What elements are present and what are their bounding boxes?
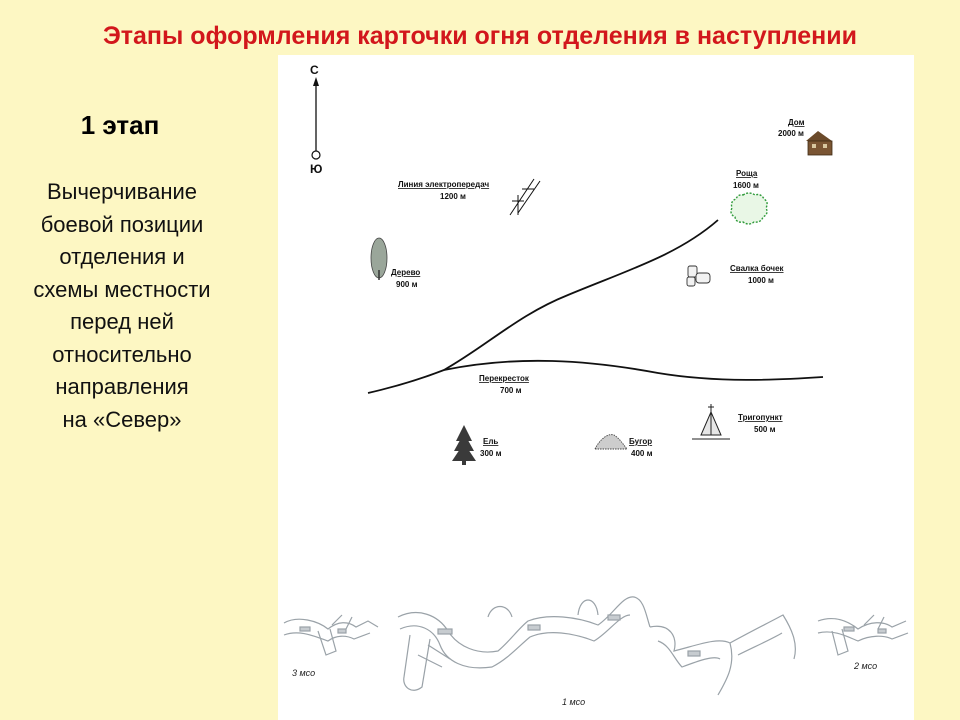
- landmark-distance: 300 м: [480, 449, 502, 458]
- landmark-crossroads: [479, 374, 530, 395]
- landmark-name: Перекресток: [479, 374, 529, 383]
- landmark-name: Дом: [788, 118, 805, 127]
- positions-left: [284, 615, 378, 655]
- landmark-trig-point: [692, 404, 783, 439]
- north-arrow-icon: [313, 77, 319, 86]
- description-line: направления: [55, 374, 189, 399]
- spruce-icon: [452, 425, 476, 465]
- landmark-name: Ель: [483, 437, 499, 446]
- mound-icon: [595, 435, 627, 449]
- barrels-icon: [687, 266, 710, 286]
- stage-heading: 1 этап: [80, 110, 160, 140]
- landmark-name: Бугор: [629, 437, 653, 446]
- description-line: перед ней: [70, 309, 174, 334]
- stage-description: [8, 176, 236, 436]
- tree-icon: [371, 238, 387, 280]
- description-line: схемы местности: [33, 276, 211, 302]
- description-line: относительно: [52, 341, 192, 367]
- road-to-grove: [368, 220, 718, 393]
- compass-south-circle-icon: [312, 151, 320, 159]
- slide-title: Этапы оформления карточки огня отделения в наступлении: [102, 22, 858, 50]
- landmark-distance: 900 м: [396, 280, 418, 289]
- positions-center: [398, 597, 795, 695]
- landmark-power-line: [398, 179, 540, 215]
- house-icon: [806, 131, 832, 155]
- description-line: на «Север»: [62, 406, 182, 432]
- landmark-name: Линия электропередач: [398, 180, 490, 189]
- position-label-left: 3 мсо: [292, 668, 316, 678]
- landmark-grove: [731, 169, 767, 224]
- landmark-distance: 500 м: [754, 425, 776, 434]
- terrain-scheme: [278, 55, 914, 720]
- landmark-distance: 1000 м: [748, 276, 774, 285]
- terrain-scheme-drawing: [278, 55, 914, 720]
- landmark-distance: 1200 м: [440, 192, 466, 201]
- compass: [310, 63, 322, 176]
- landmark-name: Дерево: [391, 268, 421, 277]
- landmark-house: [778, 118, 832, 155]
- grove-icon: [731, 193, 767, 224]
- trig-point-icon: [692, 404, 730, 439]
- landmark-distance: 700 м: [500, 386, 522, 395]
- landmark-mound: [595, 435, 653, 458]
- description-line: Вычерчивание: [46, 179, 198, 204]
- power-line-icon: [510, 179, 540, 215]
- description-line: боевой позиции: [40, 211, 204, 237]
- position-label-center: 1 мсо: [562, 697, 586, 707]
- landmark-distance: 2000 м: [778, 129, 804, 138]
- position-label-right: 2 мсо: [854, 661, 878, 671]
- description-line: отделения и: [59, 244, 185, 269]
- landmark-distance: 400 м: [631, 449, 653, 458]
- landmark-distance: 1600 м: [733, 181, 759, 190]
- compass-south-label: Ю: [310, 162, 323, 176]
- landmark-name: Роща: [736, 169, 758, 178]
- landmark-name: Свалка бочек: [730, 264, 784, 273]
- landmark-name: Тригопункт: [738, 413, 783, 422]
- landmark-tree: [371, 238, 420, 289]
- landmark-barrels: [687, 264, 785, 286]
- landmark-spruce: [452, 425, 502, 465]
- positions-right: [818, 615, 908, 655]
- compass-north-label: С: [310, 63, 319, 77]
